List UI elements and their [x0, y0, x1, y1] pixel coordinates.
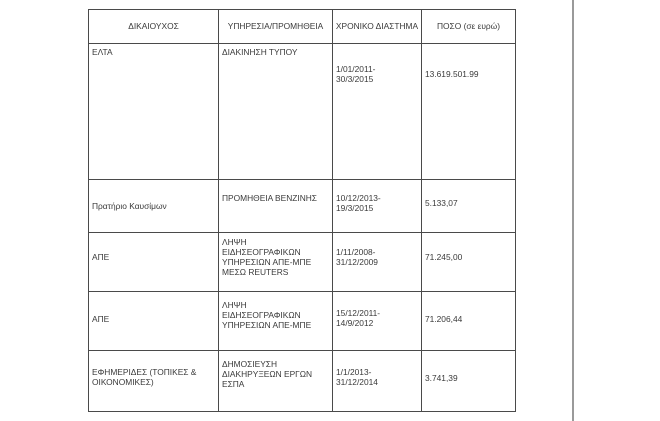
- cell-period: 10/12/2013- 19/3/2015: [336, 193, 381, 213]
- table-row: [89, 44, 516, 180]
- cell-service: ΔΙΑΚΙΝΗΣΗ ΤΥΠΟΥ: [222, 47, 298, 57]
- table-row: [89, 351, 516, 412]
- header-amount: ΠΟΣΟ (σε ευρώ): [422, 10, 516, 44]
- cell-amount: 5.133,07: [425, 198, 458, 208]
- cell-service: ΛΗΨΗ ΕΙΔΗΣΕΟΓΡΑΦΙΚΩΝ ΥΠΗΡΕΣΙΩΝ ΑΠΕ-ΜΠΕ ΜΕΣΩ REUTERS: [222, 237, 312, 277]
- cell-period: 15/12/2011- 14/9/2012: [336, 308, 381, 328]
- cell-period: 1/1/2013- 31/12/2014: [336, 367, 378, 387]
- cell-beneficiary: ΕΦΗΜΕΡΙΔΕΣ (ΤΟΠΙΚΕΣ & ΟΙΚΟΝΟΜΙΚΕΣ): [92, 367, 197, 387]
- cell-period: 1/11/2008- 31/12/2009: [336, 247, 378, 267]
- cell-service: ΛΗΨΗ ΕΙΔΗΣΕΟΓΡΑΦΙΚΩΝ ΥΠΗΡΕΣΙΩΝ ΑΠΕ-ΜΠΕ: [222, 300, 312, 330]
- table-row: [89, 292, 516, 351]
- cell-amount: 71.206,44: [425, 314, 463, 324]
- cell-beneficiary: ΑΠΕ: [92, 314, 110, 324]
- table-row: [89, 233, 516, 292]
- payments-table: [88, 9, 516, 412]
- cell-amount: 71.245,00: [425, 252, 463, 262]
- table-row: [89, 180, 516, 233]
- header-beneficiary: ΔΙΚΑΙΟΥΧΟΣ: [89, 10, 219, 44]
- cell-period: 1/01/2011- 30/3/2015: [336, 64, 376, 84]
- cell-amount: 3.741,39: [425, 373, 458, 383]
- cell-amount: 13.619.501.99: [425, 69, 479, 79]
- cell-beneficiary: ΕΛΤΑ: [92, 47, 113, 57]
- page-edge-divider: [572, 0, 574, 421]
- header-service: ΥΠΗΡΕΣΙΑ/ΠΡΟΜΗΘΕΙΑ: [219, 10, 333, 44]
- cell-beneficiary: Πρατήριο Καυσίμων: [92, 201, 167, 211]
- cell-beneficiary: ΑΠΕ: [92, 252, 110, 262]
- cell-service: ΔΗΜΟΣΙΕΥΣΗ ΔΙΑΚΗΡΥΞΕΩΝ ΕΡΓΩΝ ΕΣΠΑ: [222, 359, 313, 389]
- cell-service: ΠΡΟΜΗΘΕΙΑ ΒΕΝΖΙΝΗΣ: [222, 193, 317, 203]
- table-header-row: [89, 10, 516, 44]
- header-period: ΧΡΟΝΙΚΟ ΔΙΑΣΤΗΜΑ: [333, 10, 422, 44]
